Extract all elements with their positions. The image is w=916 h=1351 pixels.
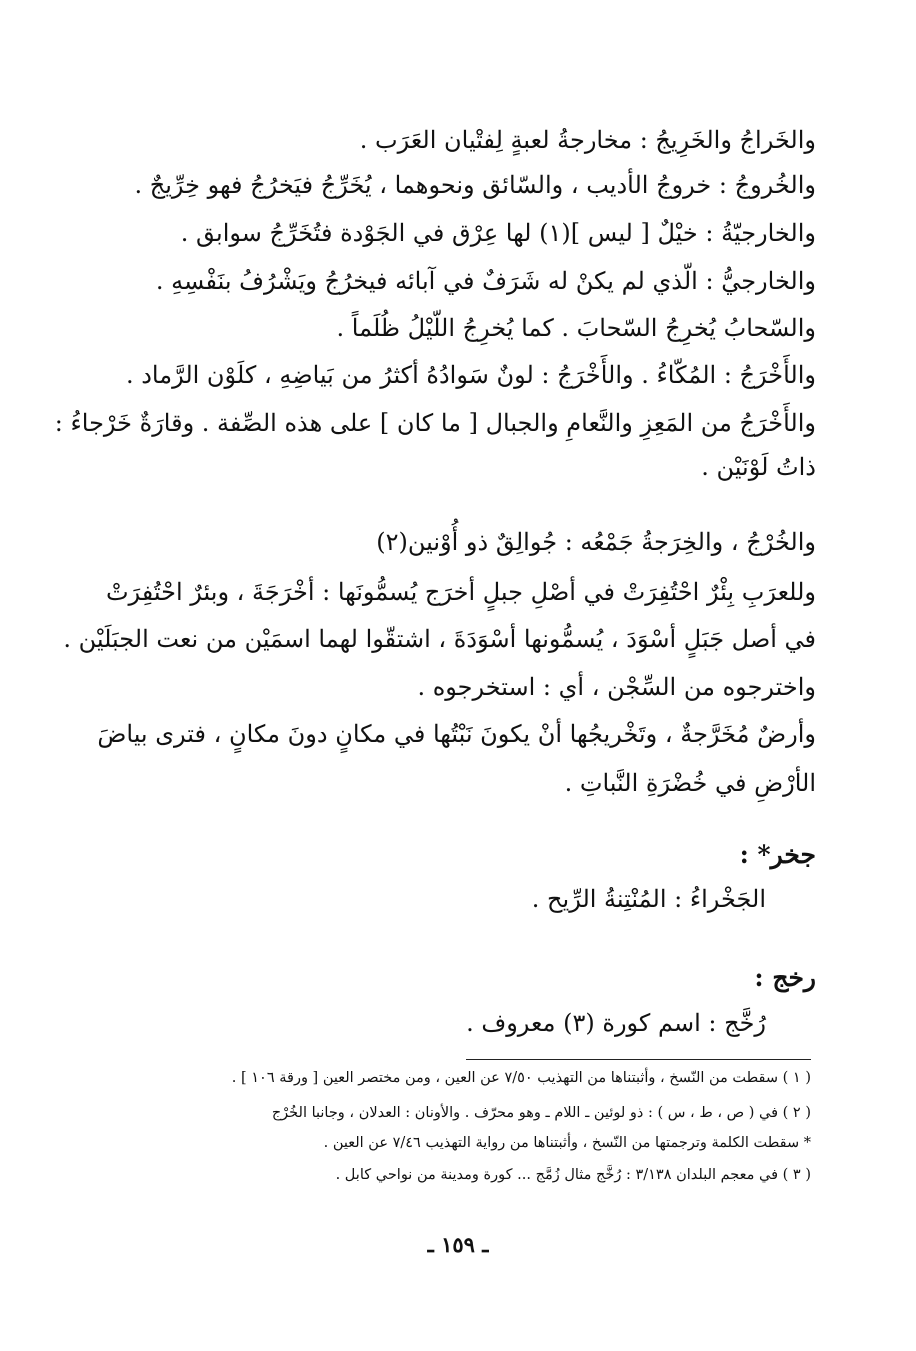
body-line: والخارجيّةُ : خيْلٌ [ ليس ](١) لها عِرْق في الجَوْدة فتُخَرِّجُ سوابق .: [180, 219, 816, 247]
body-line: والأَخْرَجُ : المُكّاءُ . والأَخْرَجُ : لونٌ سَوادُهُ أكثرُ من بَياضِهِ ، كلَوْن الرَّماد .: [125, 361, 816, 389]
footnote: ( ١ ) سقطت من النّسخ ، وأثبتناها من التهذيب ٧/٥٠ عن العين ، ومن مختصر العين [ ورقة ١٠٦ ] .: [231, 1070, 811, 1086]
body-line: في أصل جَبَلٍ أسْوَدَ ، يُسمُّونها أسْوَدَةَ ، اشتقّوا لهما اسمَيْن من نعت الجبَلَيْن .: [63, 625, 816, 653]
body-line: والأَخْرَجُ من المَعِزِ والنَّعامِ والجبال [ ما كان ] على هذه الصِّفة . وقارَةٌ خَرْجاءُ :: [54, 409, 816, 437]
footnote-separator: [466, 1059, 811, 1060]
footnote: ( ٢ ) في ( ص ، ط ، س ) : ذو لوئين ـ اللام ـ وهو محرّف . والأونان : العدلان ، وجانبا الخُرْج: [271, 1105, 811, 1121]
body-line: وأرضٌ مُخَرَّجةٌ ، وتَخْريجُها أنْ يكونَ نَبْتُها في مكانٍ دونَ مكانٍ ، فترى بياضَ: [97, 720, 816, 748]
entry-line: الجَخْراءُ : المُنْتِنةُ الرِّيح .: [531, 885, 766, 913]
footnote: ( ٣ ) في معجم البلدان ٣/١٣٨ : رُخَّج مثال زُمَّج ... كورة ومدينة من نواحي كابل .: [335, 1167, 811, 1183]
body-line: والخَراجُ والخَرِيجُ : مخارجةُ لعبةٍ لِفتْيان العَرَب .: [359, 126, 816, 154]
body-line: والخُروجُ : خروجُ الأديب ، والسّائق ونحوهما ، يُخَرِّجُ فيَخرُجُ فهو خِرِّيجٌ .: [134, 171, 816, 199]
page-number: ـ ١٥٩ ـ: [427, 1232, 489, 1257]
entry-heading: جخر* :: [739, 840, 816, 869]
footnote: * سقطت الكلمة وترجمتها من النّسخ ، وأثبتناها من رواية التهذيب ٧/٤٦ عن العين .: [323, 1135, 811, 1151]
body-line: ذاتُ لَوْنَيْن .: [701, 453, 816, 481]
body-line: وللعرَبِ بِئْرٌ احْتُفِرَتْ في أصْلِ جبلٍ أخرَج يُسمُّونَها : أخْرَجَةَ ، وبئرٌ احْتُفِرَتْ: [105, 578, 816, 606]
body-line: والسّحابُ يُخرِجُ السّحابَ . كما يُخرِجُ اللّيْلُ ظُلَماً .: [336, 314, 816, 342]
body-line: والخارجيُّ : الّذي لم يكنْ له شَرَفٌ في آبائه فيخرُجُ ويَشْرُفُ بنَفْسِهِ .: [155, 267, 816, 295]
body-line: والخُرْجُ ، والخِرَجةُ جَمْعُه : جُوالِقٌ ذو أُوْنين(٢): [376, 528, 816, 556]
body-line: واخترجوه من السِّجْن ، أي : استخرجوه .: [417, 673, 816, 701]
entry-heading: رخج :: [754, 963, 816, 992]
entry-line: رُخَّج : اسم كورة (٣) معروف .: [466, 1009, 766, 1037]
body-line: الأرْضِ في خُضْرَةِ النَّباتِ .: [564, 769, 816, 797]
